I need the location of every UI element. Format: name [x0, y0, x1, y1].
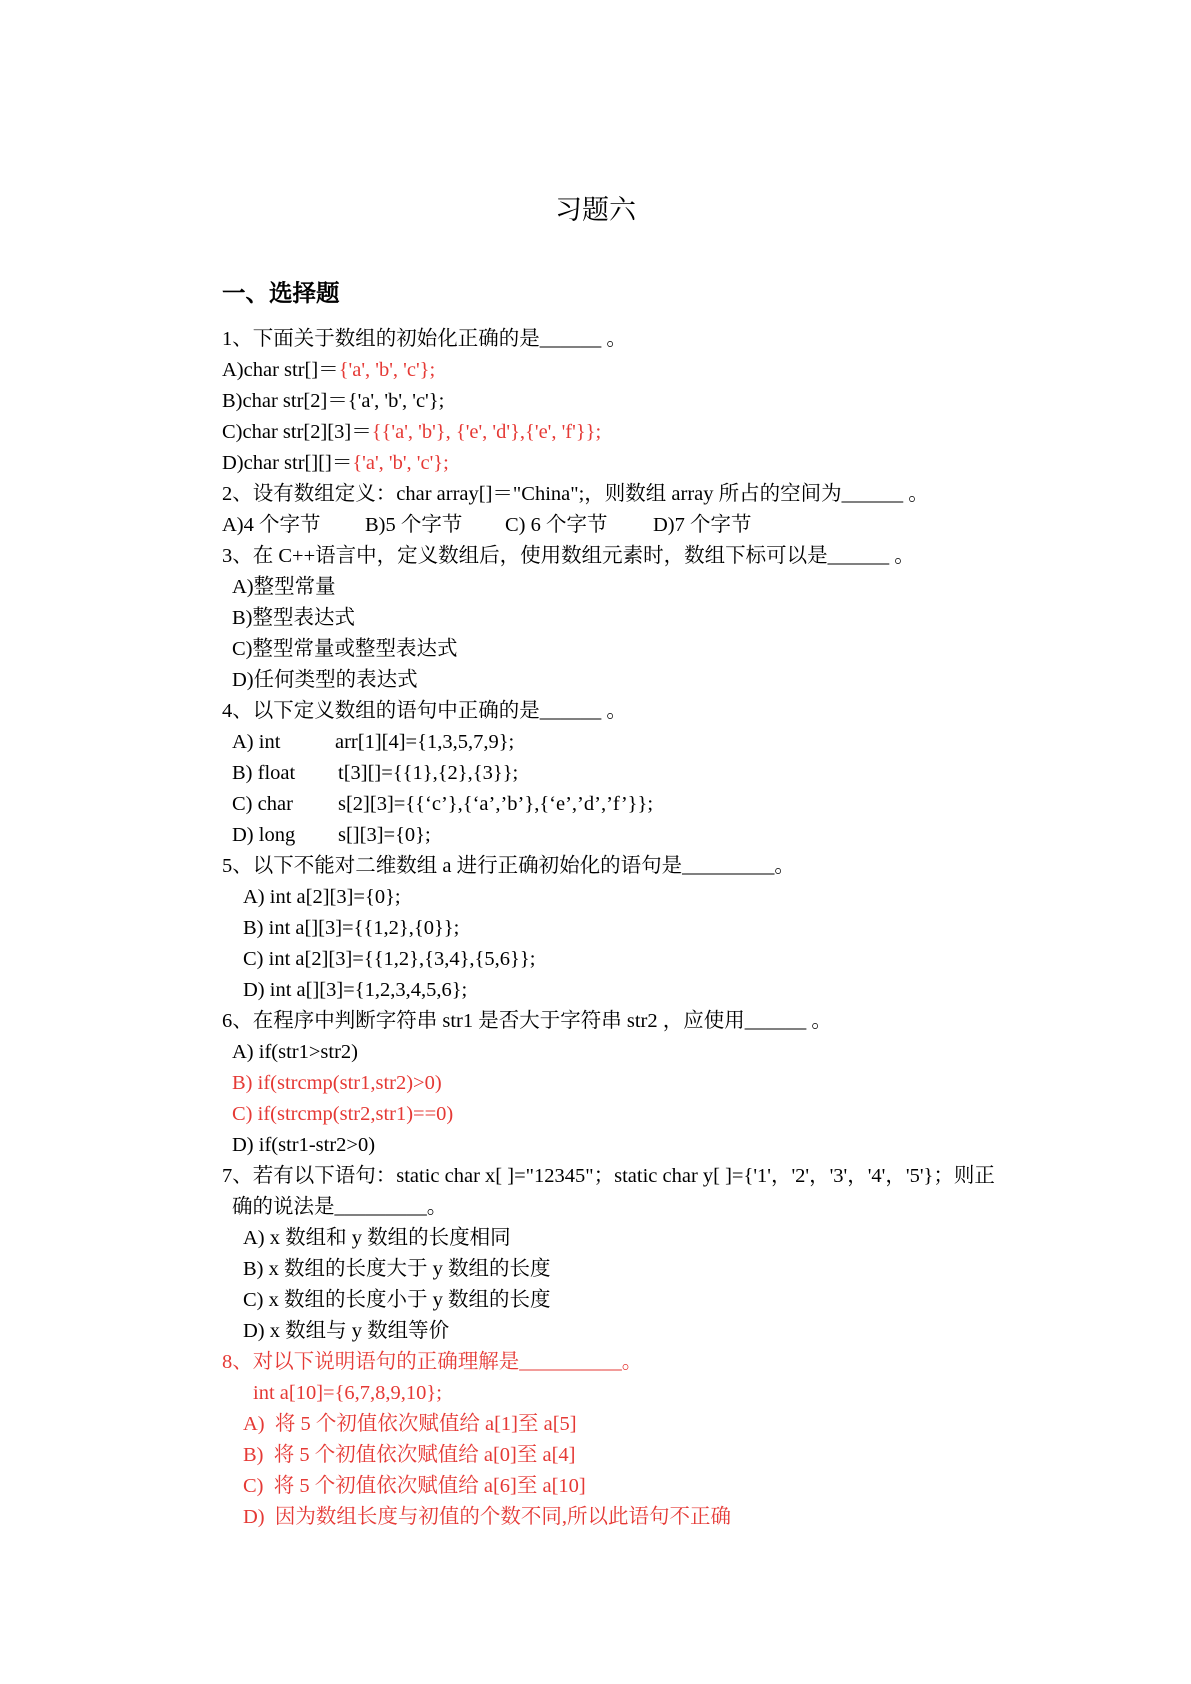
q4-option-d-type: D) long: [232, 824, 296, 846]
q6-option-d: D) if(str1-str2>0): [232, 1134, 376, 1156]
q1-option-d-text: D)char str[][]＝: [222, 452, 353, 474]
q4-option-a-code: arr[1][4]={1,3,5,7,9};: [335, 731, 515, 753]
q4-option-c-code: s[2][3]={{‘c’},{‘a’,’b’},{‘e’,’d’,’f’}};: [338, 793, 654, 815]
q5-option-d: D) int a[][3]={1,2,3,4,5,6};: [243, 979, 468, 1001]
q4-option-a: [232, 730, 515, 754]
q4-option-a-type: A) int: [232, 731, 281, 753]
q1-option-a-text: A)char str[]＝: [222, 359, 339, 381]
q4-option-d-code: s[][3]={0};: [338, 824, 431, 846]
q7-option-b: B) x 数组的长度大于 y 数组的长度: [243, 1258, 551, 1280]
q7-stem-line1: 7、若有以下语句：static char x[ ]="12345"；static char y[ ]={'1'，'2'，'3'，'4'，'5'}；则正: [222, 1165, 995, 1187]
q3-option-d: D)任何类型的表达式: [232, 669, 418, 691]
q2-option-d: D)7 个字节: [653, 514, 752, 536]
q8-option-c: C) 将 5 个初值依次赋值给 a[6]至 a[10]: [243, 1475, 586, 1497]
q1-option-d: [222, 451, 449, 475]
q7-option-d: D) x 数组与 y 数组等价: [243, 1320, 450, 1342]
q5-option-a: A) int a[2][3]={0};: [243, 886, 401, 908]
q1-option-c-highlight: {{'a', 'b'}, {'e', 'd'},{'e', 'f'}};: [371, 421, 602, 443]
q4-option-b-code: t[3][]={{1},{2},{3}};: [338, 762, 519, 784]
q6-option-b: B) if(strcmp(str1,str2)>0): [232, 1072, 442, 1094]
q8-option-a: A) 将 5 个初值依次赋值给 a[1]至 a[5]: [243, 1413, 577, 1435]
q4-option-d: [232, 823, 431, 847]
q1-stem: 1、下面关于数组的初始化正确的是______ 。: [222, 328, 627, 350]
q5-option-b: B) int a[][3]={{1,2},{0}};: [243, 917, 460, 939]
q7-stem-line2: 确的说法是_________。: [232, 1196, 448, 1218]
q1-option-d-highlight: {'a', 'b', 'c'};: [352, 452, 449, 474]
q2-option-b: B)5 个字节: [365, 514, 463, 536]
q4-option-c-type: C) char: [232, 793, 293, 815]
section-heading: 一、选择题: [222, 281, 340, 307]
q2-stem: 2、设有数组定义：char array[]＝"China";，则数组 array 所占的空间为______ 。: [222, 483, 929, 505]
q6-stem: 6、在程序中判断字符串 str1 是否大于字符串 str2 ，应使用______ 。: [222, 1010, 832, 1032]
q8-stem: 8、对以下说明语句的正确理解是__________。: [222, 1351, 643, 1373]
q8-code: int a[10]={6,7,8,9,10};: [253, 1382, 442, 1404]
q8-option-b: B) 将 5 个初值依次赋值给 a[0]至 a[4]: [243, 1444, 576, 1466]
q2-option-a: A)4 个字节: [222, 514, 321, 536]
q4-option-b-type: B) float: [232, 762, 296, 784]
q1-option-b: B)char str[2]＝{'a', 'b', 'c'};: [222, 390, 445, 412]
q1-option-c: [222, 420, 601, 444]
q1-option-c-text: C)char str[2][3]＝: [222, 421, 372, 443]
q6-option-a: A) if(str1>str2): [232, 1041, 358, 1063]
q2-option-c: C) 6 个字节: [505, 514, 608, 536]
q7-option-a: A) x 数组和 y 数组的长度相同: [243, 1227, 511, 1249]
q3-option-c: C)整型常量或整型表达式: [232, 638, 458, 660]
q4-option-c: [232, 792, 654, 816]
q1-option-a-highlight: {'a', 'b', 'c'};: [338, 359, 436, 381]
q5-stem: 5、以下不能对二维数组 a 进行正确初始化的语句是_________。: [222, 855, 795, 877]
q4-option-b: [232, 761, 519, 785]
q4-stem: 4、以下定义数组的语句中正确的是______ 。: [222, 700, 627, 722]
q8-option-d: D) 因为数组长度与初值的个数不同,所以此语句不正确: [243, 1506, 732, 1528]
q6-option-c: C) if(strcmp(str2,str1)==0): [232, 1103, 454, 1125]
q7-option-c: C) x 数组的长度小于 y 数组的长度: [243, 1289, 551, 1311]
q1-option-a: [222, 358, 435, 382]
q5-option-c: C) int a[2][3]={{1,2},{3,4},{5,6}};: [243, 948, 536, 970]
q3-stem: 3、在 C++语言中，定义数组后，使用数组元素时，数组下标可以是______ 。: [222, 545, 915, 567]
q3-option-a: A)整型常量: [232, 576, 336, 598]
q3-option-b: B)整型表达式: [232, 607, 355, 629]
page-title: 习题六: [555, 195, 636, 225]
